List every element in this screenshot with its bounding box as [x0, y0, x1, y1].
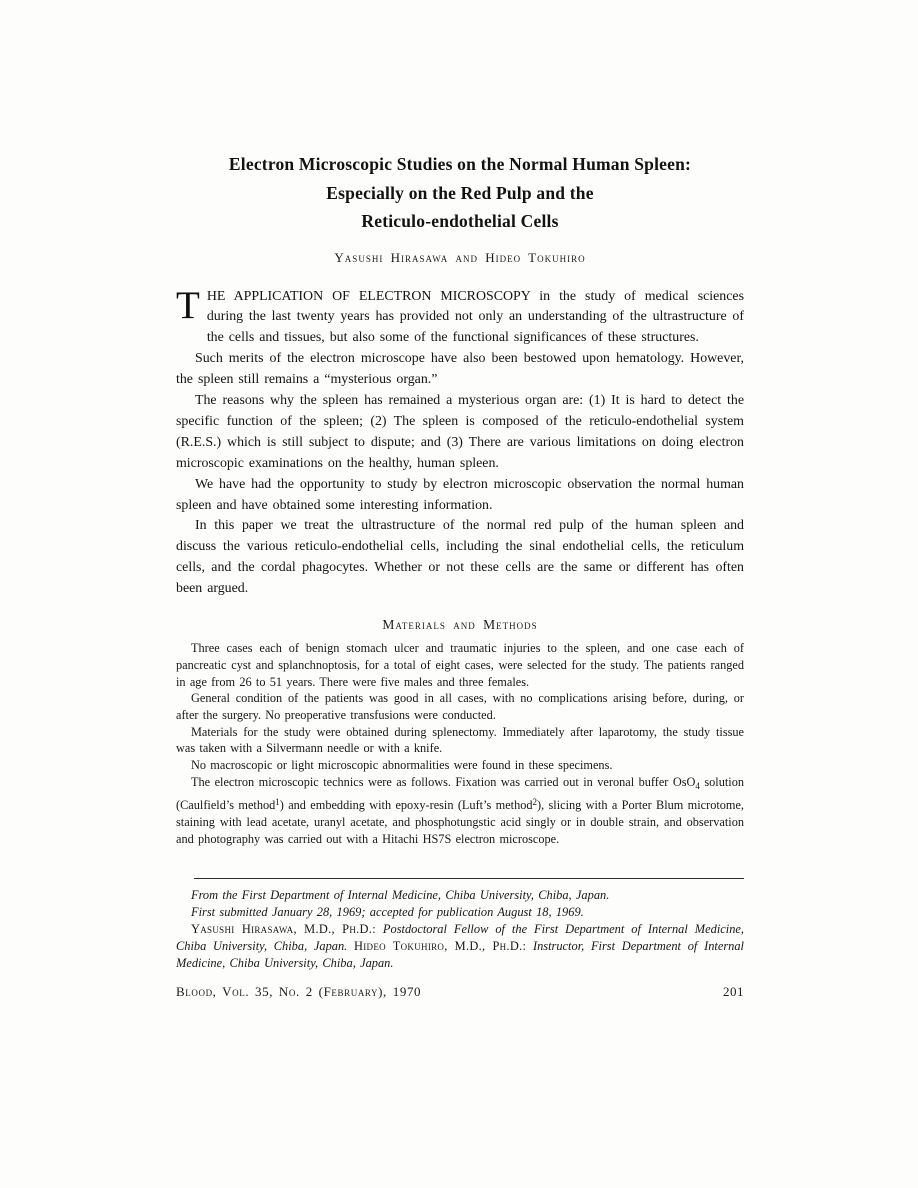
intro-paragraph: [176, 283, 744, 350]
footnote-submission-dates: First submitted January 28, 1969; accepted for publication August 18, 1969.: [191, 904, 584, 919]
title-line-1: Electron Microscopic Studies on the Normal Human Spleen:: [228, 154, 692, 174]
footnote-rule: [194, 878, 744, 879]
body-paragraph-opportunity: We have had the opportunity to study by electron microscopic observation the normal human spleen and have obtained some interesting information.: [176, 476, 744, 513]
technics-segment-1: The electron microscopic technics were as follows. Fixation was carried out in veronal buffer OsO: [191, 774, 696, 789]
methods-paragraph-cases: Three cases each of benign stomach ulcer and traumatic injuries to the spleen, and one case each of pancreatic cyst and splanchnoptosis, for a total of eight cases, were selected for the study. The patients ranged in age from 26 to 51 years. There were five males and three females.: [176, 641, 744, 689]
footnote-author2-role: Instructor, First Department of Internal Medicine, Chiba University, Chiba, Japan.: [176, 939, 744, 971]
reference-superscript-1: 1: [275, 797, 280, 808]
article-content: [176, 0, 744, 973]
title-line-2: Especially on the Red Pulp and the: [326, 182, 594, 203]
article-title: [176, 150, 744, 236]
section-heading-materials-and-methods: Materials and Methods: [382, 617, 538, 633]
footnote-author2-name: Hideo Tokuhiro, M.D., Ph.D.:: [354, 939, 527, 954]
technics-segment-3: ) and embedding with epoxy-resin (Luft’s method: [279, 798, 533, 813]
page-number: 201: [723, 984, 744, 999]
footnote-affiliation: From the First Department of Internal Medicine, Chiba University, Chiba, Japan.: [191, 887, 610, 902]
body-paragraph-hematology: Such merits of the electron microscope have also been bestowed upon hematology. However, the spleen still remains a “mysterious organ.”: [176, 351, 744, 388]
authors-line: Yasushi Hirasawa and Hideo Tokuhiro: [334, 249, 586, 265]
technics-segment-2: solution (Caulfield’s method: [176, 774, 744, 813]
body-paragraph-reasons: The reasons why the spleen has remained a mysterious organ are: (1) It is hard to detect the specific function of the spleen; (2) The spleen is composed of the reticulo-endothelial system (R.E.S.) which is still subject to dispute; and (3) There are various limitations on doing electron microscopic examinations on the healthy, human spleen.: [176, 393, 744, 471]
title-line-3: Reticulo-endothelial Cells: [361, 211, 559, 231]
methods-paragraph-condition: General condition of the patients was good in all cases, with no complications arising before, during, or after the surgery. No preoperative transfusions were conducted.: [176, 691, 744, 722]
body-paragraph-scope: In this paper we treat the ultrastructure of the normal red pulp of the human spleen and discuss the various reticulo-endothelial cells, including the sinal endothelial cells, the reticulum cells, and the cordal phagocytes. Whether or not these cells are the same or different has often been argued.: [176, 518, 744, 597]
page-footer: [176, 984, 744, 1000]
dropcap-letter: T: [176, 283, 200, 327]
footnote-author-credentials: [176, 921, 744, 973]
technics-segment-4: ), slicing with a Porter Blum microtome, staining with lead acetate, uranyl acetate, and phosphotungstic acid singly or in double strain, and observation and photography was carried out with a Hitachi HS7S electron microscope.: [176, 798, 744, 846]
journal-citation: Blood, Vol. 35, No. 2 (February), 1970: [176, 984, 422, 999]
footnote-author1-name: Yasushi Hirasawa, M.D., Ph.D.:: [191, 921, 376, 936]
methods-paragraph-abnormalities: No macroscopic or light microscopic abnormalities were found in these specimens.: [191, 758, 613, 773]
oso4-subscript: 4: [695, 780, 700, 791]
footnote-block: [176, 878, 744, 973]
methods-paragraph-technics: [176, 774, 744, 848]
methods-paragraph-materials: Materials for the study were obtained during splenectomy. Immediately after laparotomy, the study tissue was taken with a Silvermann needle or with a knife.: [176, 724, 744, 756]
footnote-author1-role: Postdoctoral Fellow of the First Department of Internal Medicine, Chiba University, Chiba, Japan.: [176, 921, 744, 954]
reference-superscript-2: 2: [532, 797, 538, 808]
intro-paragraph-text: HE APPLICATION OF ELECTRON MICROSCOPY in the study of medical sciences during the last twenty years has provided not only an understanding of the ultrastructure of the cells and tissues, but also some of the functional significances of these structures.: [206, 288, 744, 346]
